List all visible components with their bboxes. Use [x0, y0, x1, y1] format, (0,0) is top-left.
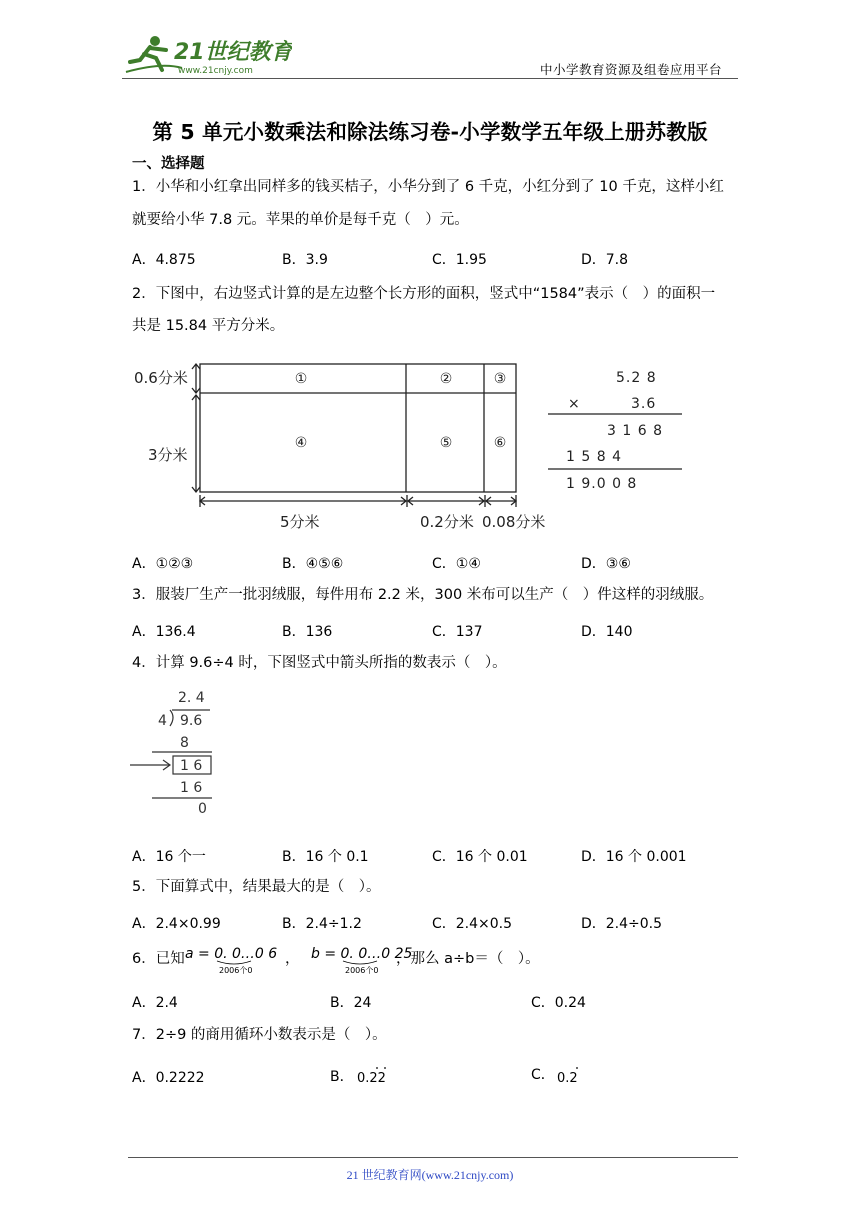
- cell-1: ①: [294, 371, 308, 387]
- q4-row-1: 8: [180, 735, 189, 751]
- dim-bottom-2: 0.2分米: [420, 513, 474, 531]
- logo-url: www.21cnjy.com: [178, 66, 253, 76]
- q1-option-d[interactable]: D．7.8: [581, 252, 629, 268]
- q5-option-b[interactable]: B．2.4÷1.2: [282, 916, 362, 932]
- q1-option-c[interactable]: C．1.95: [432, 252, 487, 268]
- q7-option-b[interactable]: B．: [330, 1069, 354, 1085]
- q4-divisor: 4: [158, 713, 167, 729]
- cell-4: ④: [294, 435, 308, 451]
- q7-c-value: [556, 1064, 586, 1086]
- q3-option-d[interactable]: D．140: [581, 624, 633, 640]
- section-heading: 一、选择题: [132, 156, 205, 172]
- q6-a-note: 2006个0: [219, 966, 253, 975]
- cell-5: ⑤: [439, 435, 453, 451]
- q2-option-a[interactable]: A．①②③: [132, 556, 194, 572]
- header-divider: [122, 78, 738, 79]
- q7-b-value: [356, 1064, 396, 1086]
- logo: [122, 32, 292, 78]
- q6-expr-a: [183, 942, 293, 976]
- question-1-line-1: 1．小华和小红拿出同样多的钱买桔子，小华分到了 6 千克，小红分到了 10 千克，这样小红: [132, 179, 724, 195]
- platform-label: 中小学教育资源及组卷应用平台: [540, 62, 723, 77]
- q4-dividend: 9.6: [180, 713, 203, 729]
- calc-row-5: 1 9.0 0 8: [566, 476, 638, 492]
- calc-times: ×: [568, 396, 581, 412]
- q3-option-a[interactable]: A．136.4: [132, 624, 196, 640]
- question-6-prefix: 6．已知: [132, 951, 185, 967]
- cell-3: ③: [493, 371, 507, 387]
- question-1-line-2: 就要给小华 7.8 元。苹果的单价是每千克（ ）元。: [132, 212, 469, 228]
- q4-option-d[interactable]: D．16 个 0.001: [581, 849, 687, 865]
- q2-figure: [130, 355, 730, 540]
- q4-row-3: 1 6: [180, 780, 203, 796]
- dim-bottom-1: 5分米: [280, 513, 320, 531]
- question-2-line-1: 2．下图中，右边竖式计算的是左边整个长方形的面积，竖式中“1584”表示（ ）的面积一: [132, 286, 716, 302]
- q4-boxed: 1 6: [180, 758, 203, 774]
- q5-option-c[interactable]: C．2.4×0.5: [432, 916, 513, 932]
- calc-row-2: 3.6: [631, 396, 657, 412]
- q5-option-d[interactable]: D．2.4÷0.5: [581, 916, 663, 932]
- q2-option-d[interactable]: D．③⑥: [581, 556, 631, 572]
- q4-quotient: 2. 4: [178, 690, 205, 706]
- q1-option-a[interactable]: A．4.875: [132, 252, 196, 268]
- calc-row-1: 5.2 8: [616, 370, 657, 386]
- q7-option-a[interactable]: A．0.2222: [132, 1070, 205, 1086]
- q4-option-a[interactable]: A．16 个一: [132, 849, 206, 865]
- q1-option-b[interactable]: B．3.9: [282, 252, 328, 268]
- q6-b-text: b = 0. 0…0 25: [311, 946, 413, 962]
- q3-option-b[interactable]: B．136: [282, 624, 333, 640]
- dim-left-top: 0.6分米: [134, 369, 188, 387]
- q4-remainder: 0: [198, 801, 207, 817]
- q6-option-a[interactable]: A．2.4: [132, 995, 178, 1011]
- q6-option-b[interactable]: B．24: [330, 995, 372, 1011]
- q2-option-b[interactable]: B．④⑤⑥: [282, 556, 344, 572]
- question-4: 4．计算 9.6÷4 时，下图竖式中箭头所指的数表示（ ）。: [132, 655, 507, 671]
- q5-option-a[interactable]: A．2.4×0.99: [132, 916, 221, 932]
- footer-divider: [128, 1157, 738, 1158]
- calc-row-4: 1 5 8 4: [566, 449, 622, 465]
- dim-bottom-3: 0.08分米: [482, 513, 546, 531]
- q6-option-c[interactable]: C．0.24: [531, 995, 586, 1011]
- q6-comma: ，: [285, 951, 300, 967]
- page-title: 第 5 单元小数乘法和除法练习卷-小学数学五年级上册苏教版: [152, 120, 708, 144]
- q4-figure: [128, 686, 228, 821]
- question-5: 5．下面算式中，结果最大的是（ ）。: [132, 879, 381, 895]
- svg-text:0.2: 0.2: [557, 1071, 578, 1086]
- question-6-suffix: ，那么 a÷b＝（ ）。: [396, 951, 540, 967]
- logo-text: 21世纪教育: [174, 40, 292, 65]
- q6-b-note: 2006个0: [345, 966, 379, 975]
- cell-2: ②: [439, 371, 453, 387]
- q2-option-c[interactable]: C．①④: [432, 556, 481, 572]
- q6-a-text: a = 0. 0…0 6: [185, 946, 278, 962]
- calc-row-3: 3 1 6 8: [607, 423, 663, 439]
- q4-option-b[interactable]: B．16 个 0.1: [282, 849, 369, 865]
- svg-text:0.22: 0.22: [357, 1071, 386, 1086]
- q4-option-c[interactable]: C．16 个 0.01: [432, 849, 528, 865]
- cell-6: ⑥: [493, 435, 507, 451]
- q7-option-c[interactable]: C．: [531, 1067, 555, 1083]
- question-7: 7．2÷9 的商用循环小数表示是（ ）。: [132, 1027, 387, 1043]
- q3-option-c[interactable]: C．137: [432, 624, 483, 640]
- dim-left-main: 3分米: [148, 446, 188, 464]
- question-2-line-2: 共是 15.84 平方分米。: [132, 318, 285, 334]
- question-3: 3．服装厂生产一批羽绒服，每件用布 2.2 米，300 米布可以生产（ ）件这样的羽绒服。: [132, 587, 714, 603]
- footer-link[interactable]: 21 世纪教育网(www.21cnjy.com): [346, 1168, 514, 1182]
